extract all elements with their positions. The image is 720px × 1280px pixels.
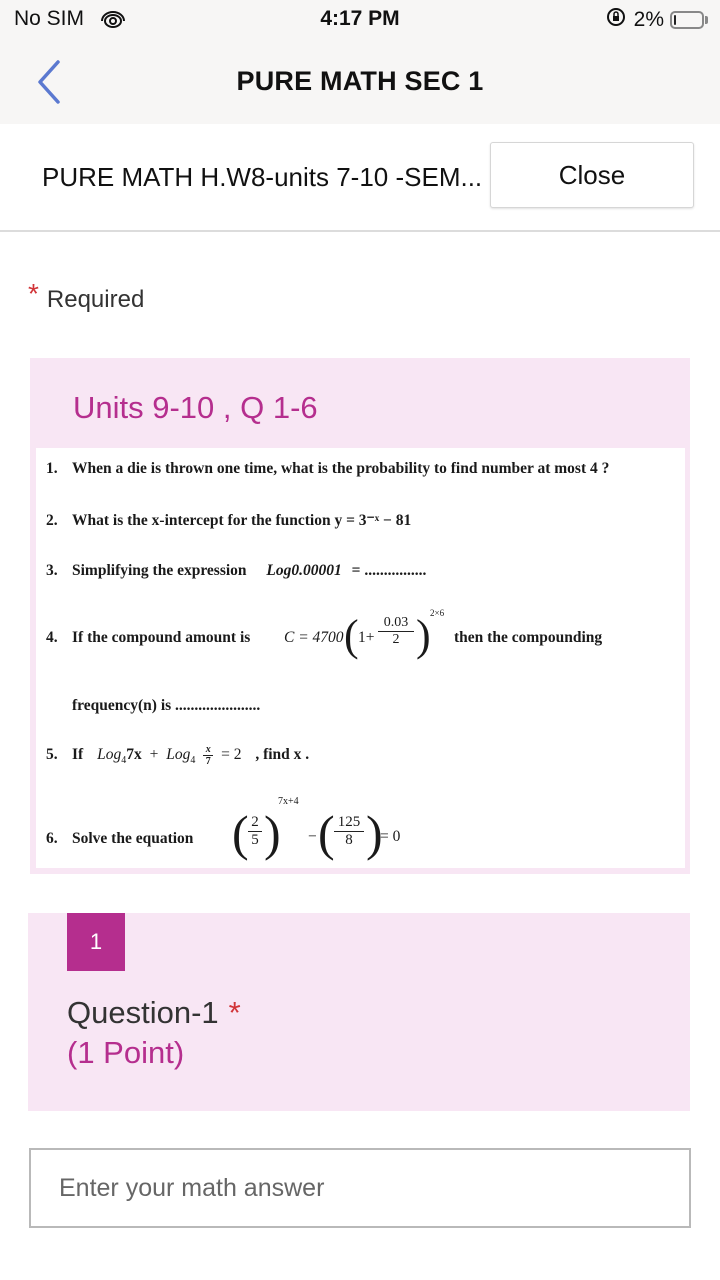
question-card xyxy=(28,913,690,1111)
question-number: 1. xyxy=(46,460,58,477)
question-number: 5. xyxy=(46,746,58,764)
question-1 xyxy=(46,460,609,478)
question-suffix: then the compounding xyxy=(454,629,603,646)
required-label: Required xyxy=(46,286,145,313)
one-plus: 1+ xyxy=(358,629,375,646)
orientation-lock-icon xyxy=(606,7,626,33)
status-bar xyxy=(0,0,720,40)
math-log: Log xyxy=(97,746,122,764)
math-log: Log xyxy=(166,746,191,764)
fraction xyxy=(334,814,364,849)
question-number: 2. xyxy=(46,512,58,529)
clock: 4:17 PM xyxy=(320,7,400,30)
fraction-denominator: 7 xyxy=(205,756,211,767)
fraction-numerator: 0.03 xyxy=(378,615,414,632)
minus-sign: − xyxy=(308,828,317,845)
question-number: 6. xyxy=(46,830,58,847)
right-paren: ) xyxy=(264,805,281,861)
log-base: 4 xyxy=(190,755,196,767)
equals: = 0 xyxy=(380,828,401,845)
section-title: Units 9-10 , Q 1-6 xyxy=(73,390,318,425)
question-2 xyxy=(46,511,411,530)
question-text: If the compound amount is xyxy=(72,629,251,646)
left-paren: ( xyxy=(344,611,359,660)
question-text: Simplifying the expression xyxy=(72,562,247,579)
question-3 xyxy=(46,562,426,580)
fraction xyxy=(378,615,414,648)
question-4-continuation: frequency(n) is ...................... xyxy=(72,697,261,714)
form-header xyxy=(0,124,720,232)
page-title: PURE MATH SEC 1 xyxy=(236,66,484,96)
log-argument: 7x xyxy=(126,746,142,764)
form-title: PURE MATH H.W8-units 7-10 -SEM... xyxy=(42,162,483,192)
battery-icon xyxy=(670,11,704,29)
battery-status xyxy=(606,7,708,33)
equals: = 2 xyxy=(221,746,242,764)
question-title-text: Question-1 xyxy=(67,995,219,1030)
log-base: 4 xyxy=(121,755,127,767)
required-star: * xyxy=(28,278,39,309)
exponent: 2×6 xyxy=(430,608,445,618)
right-paren: ) xyxy=(366,805,383,861)
fraction-numerator: 125 xyxy=(334,814,364,832)
fraction-denominator: 2 xyxy=(392,632,400,647)
fraction-numerator: x xyxy=(203,744,213,756)
question-title xyxy=(67,995,241,1031)
nav-bar xyxy=(0,40,720,125)
question-suffix: , find x . xyxy=(255,746,310,764)
fraction xyxy=(203,744,213,767)
question-number-badge: 1 xyxy=(67,913,125,971)
question-text: Solve the equation xyxy=(72,830,194,847)
question-text: If xyxy=(72,746,84,764)
left-paren: ( xyxy=(318,805,335,861)
question-number: 4. xyxy=(46,629,58,646)
close-button[interactable]: Close xyxy=(490,142,694,208)
section-card xyxy=(30,358,690,874)
fraction-denominator: 8 xyxy=(345,832,353,848)
fraction-numerator: 2 xyxy=(248,814,262,832)
carrier-label: No SIM xyxy=(14,7,85,30)
battery-percent: 2% xyxy=(633,8,664,31)
questions-image xyxy=(36,448,685,868)
left-paren: ( xyxy=(232,805,249,861)
fraction-denominator: 5 xyxy=(251,832,259,848)
question-text: What is the x-intercept for the function y = 3⁻ˣ − 81 xyxy=(72,512,412,529)
required-note xyxy=(28,278,145,314)
exponent: 7x+4 xyxy=(278,796,299,807)
question-points: (1 Point) xyxy=(67,1035,185,1070)
right-paren: ) xyxy=(416,611,431,660)
battery-tip xyxy=(705,16,708,24)
required-star: * xyxy=(228,995,241,1030)
math-answer-input[interactable] xyxy=(29,1148,691,1228)
question-5 xyxy=(46,744,309,774)
fraction xyxy=(248,814,262,849)
math-expression: Log0.00001 xyxy=(266,562,342,579)
question-text: When a die is thrown one time, what is the probability to find number at most 4 ? xyxy=(72,460,610,477)
plus-sign: + xyxy=(149,746,159,764)
question-suffix: = ................ xyxy=(351,562,427,579)
question-number: 3. xyxy=(46,562,58,579)
math-expression: C = 4700 xyxy=(284,629,344,646)
